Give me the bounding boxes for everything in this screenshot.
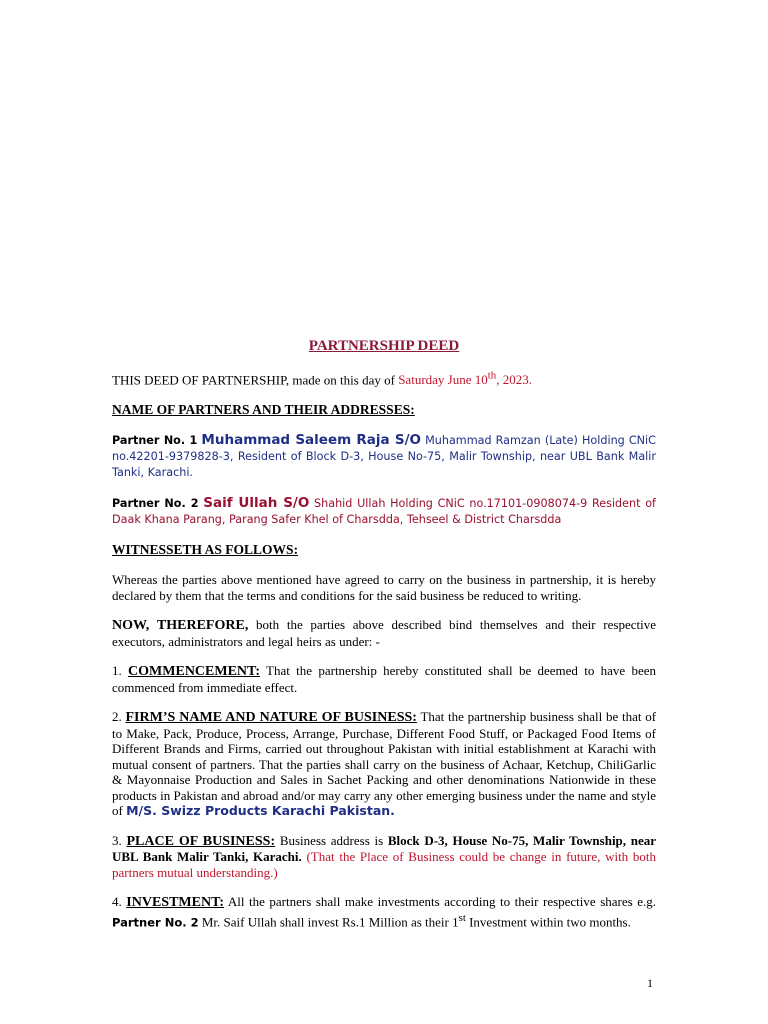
partner-2-block <box>112 495 656 528</box>
partner-2-name: Saif Ullah S/O <box>203 495 310 512</box>
clause-4-sup: st <box>458 911 466 924</box>
now-therefore-text: both the parties above described bind themselves and their respective executors, administrators and legal heirs as under: - <box>112 617 657 649</box>
clause-4-text-3: Investment within two months. <box>465 914 631 930</box>
partner-1-label: Partner No. 1 <box>112 434 198 448</box>
document-title: PARTNERSHIP DEED <box>308 338 460 354</box>
partner-2-label: Partner No. 2 <box>112 497 199 511</box>
date-suffix: , 2023. <box>496 372 532 388</box>
whereas-paragraph: Whereas the parties above mentioned have agreed to carry on the business in partnership, it is hereby declared by them that the terms and conditions for the said business be reduced to writing. <box>112 572 656 603</box>
clause-3-lead: Business address is <box>275 832 388 848</box>
clause-1-commencement <box>112 663 656 695</box>
partner-1-details: Muhammad Ramzan (Late) Holding CNiC no.42201-9379828-3, Resident of Block D-3, House No-75, Malir Township, near UBL Bank Malir Tanki, Karachi. <box>112 434 656 480</box>
clause-2-text: That the partnership business shall be that of to Make, Pack, Produce, Process, Arrange, Purchase, Different Food Stuff, or Packaged Food Items of Different Brands and Firms, carried out throughout Pakistan with initial establishment at Karachi with mutual consent of partners. That the parties shall carry on the business of Achaar, Ketchup, ChiliGarlic & Mayonnaise Production and Sales in Sachet Packing and other denominations Nationwide in these products in Pakistan and abroad and/or may carry any other emerging business under the name and style of <box>112 709 657 819</box>
clause-3-note: (That the Place of Business could be change in future, with both partners mutual understanding.) <box>112 849 656 880</box>
intro-text: THIS DEED OF PARTNERSHIP, made on this day of <box>112 372 399 388</box>
clause-2-number: 2. <box>112 709 126 725</box>
page-number: 1 <box>647 976 653 990</box>
partner-1-name: Muhammad Saleem Raja S/O <box>201 432 422 449</box>
partner-2-details: Shahid Ullah Holding CNiC no.17101-0908074-9 Resident of Daak Khana Parang, Parang Safer Khel of Charsdda, Tehseel & District Charsdda <box>112 497 656 527</box>
clause-4-text-2: Mr. Saif Ullah shall invest Rs.1 Million as their 1 <box>198 914 459 930</box>
document-content <box>112 338 656 945</box>
intro-line <box>112 368 656 388</box>
clause-3-place-of-business <box>112 833 656 881</box>
clause-2-firm-name <box>112 709 656 819</box>
witnesseth-heading: WITNESSETH AS FOLLOWS: <box>112 542 299 558</box>
now-therefore-paragraph <box>112 617 656 649</box>
clause-3-heading: PLACE OF BUSINESS: <box>126 833 276 849</box>
clause-4-number: 4. <box>112 894 127 910</box>
clause-4-investment <box>112 894 656 930</box>
clause-1-number: 1. <box>112 663 129 679</box>
partners-heading: NAME OF PARTNERS AND THEIR ADDRESSES: <box>112 402 415 418</box>
clause-4-partner-ref: Partner No. 2 <box>112 915 199 930</box>
intro-date <box>398 372 532 387</box>
clause-1-heading: COMMENCEMENT: <box>128 664 260 680</box>
now-therefore-lead: NOW, THEREFORE, <box>112 618 249 634</box>
partner-1-block <box>112 432 656 481</box>
date-sup: th <box>487 370 497 382</box>
clause-2-firm-name-value: M/S. Swizz Products Karachi Pakistan. <box>126 803 395 819</box>
clause-3-address: Block D-3, House No-75, Malir Township, near UBL Bank Malir Tanki, Karachi. <box>112 832 657 865</box>
clause-2-heading: FIRM’S NAME AND NATURE OF BUSINESS: <box>125 710 417 726</box>
clause-3-number: 3. <box>112 832 127 848</box>
date-prefix: Saturday June 10 <box>398 372 488 388</box>
clause-4-text-1: All the partners shall make investments according to their respective shares e.g. <box>224 894 656 910</box>
clause-1-text: That the partnership hereby constituted shall be deemed to have been commenced from immediate effect. <box>112 663 656 695</box>
clause-4-heading: INVESTMENT: <box>126 895 225 911</box>
